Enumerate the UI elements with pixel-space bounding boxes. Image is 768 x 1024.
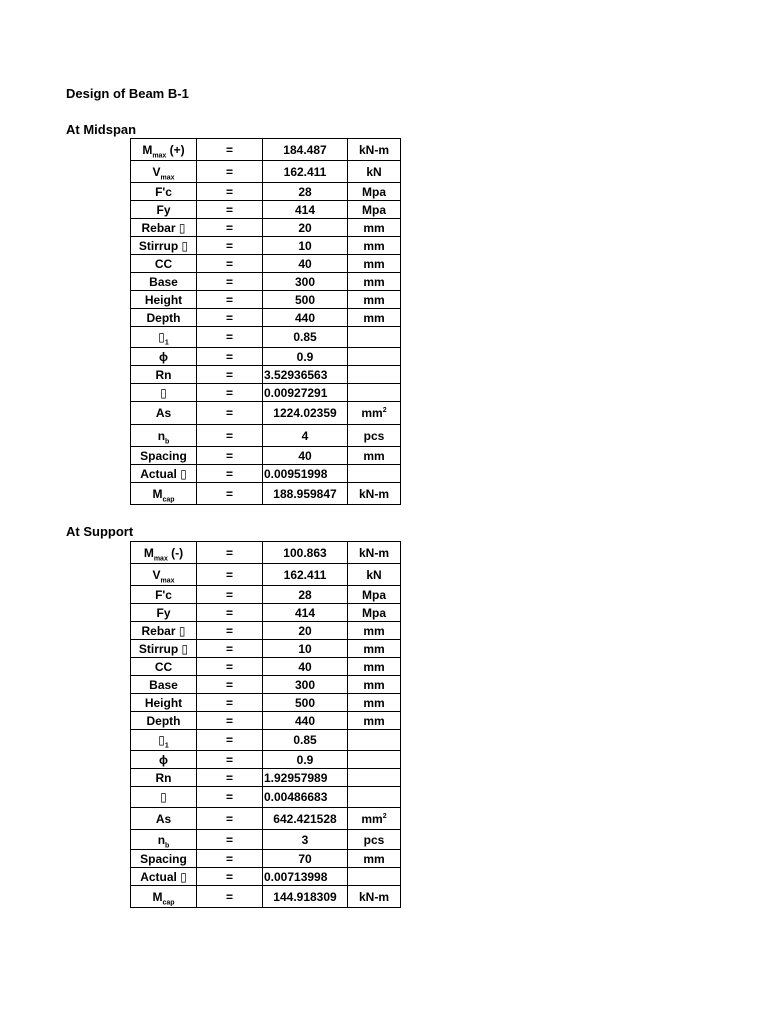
- row-label: [131, 712, 197, 730]
- row-value: 1224.02359: [263, 402, 348, 425]
- row-unit: [348, 201, 401, 219]
- row-value: 1.92957989: [263, 769, 348, 787]
- table-row: [131, 139, 401, 161]
- row-value: 0.85: [263, 327, 348, 348]
- label-text: ▯: [160, 385, 167, 400]
- table-row: [131, 291, 401, 309]
- table-row: [131, 808, 401, 830]
- row-unit: [348, 273, 401, 291]
- equals-sign: =: [197, 808, 263, 830]
- table-row: [131, 384, 401, 402]
- row-label: [131, 366, 197, 384]
- row-label: [131, 658, 197, 676]
- equals-sign: =: [197, 712, 263, 730]
- equals-sign: =: [197, 201, 263, 219]
- unit-text: mm: [363, 851, 385, 866]
- row-label: [131, 161, 197, 183]
- table-row: [131, 201, 401, 219]
- label-text: Rn: [155, 367, 172, 382]
- row-label: [131, 465, 197, 483]
- row-label: [131, 425, 197, 447]
- row-unit: [348, 808, 401, 830]
- row-label: [131, 483, 197, 505]
- label-text: M: [142, 142, 153, 157]
- unit-text: kN-m: [358, 889, 389, 904]
- row-value: 0.00951998: [263, 465, 348, 483]
- unit-text: mm: [363, 220, 385, 235]
- row-value: 10: [263, 640, 348, 658]
- row-value: 414: [263, 604, 348, 622]
- unit-text: mm: [363, 677, 385, 692]
- row-value: 70: [263, 850, 348, 868]
- label-text: M: [143, 545, 154, 560]
- row-label: [131, 586, 197, 604]
- equals-sign: =: [197, 676, 263, 694]
- row-unit: [348, 769, 401, 787]
- row-unit: [348, 712, 401, 730]
- table-row: [131, 255, 401, 273]
- row-unit: [348, 586, 401, 604]
- table-row: [131, 402, 401, 425]
- label-text: CC: [154, 256, 173, 271]
- row-label: [131, 676, 197, 694]
- table-row: [131, 830, 401, 850]
- unit-text: mm: [361, 406, 383, 420]
- equals-sign: =: [197, 291, 263, 309]
- row-value: 0.00927291: [263, 384, 348, 402]
- label-text: Stirrup ▯: [138, 238, 189, 253]
- support-table: [130, 541, 401, 908]
- row-unit: [348, 730, 401, 751]
- unit-text: Mpa: [362, 605, 386, 620]
- label-subscript: max: [160, 173, 175, 181]
- equals-sign: =: [197, 751, 263, 769]
- label-suffix: (+): [166, 142, 185, 157]
- row-unit: [348, 366, 401, 384]
- row-unit: [348, 465, 401, 483]
- table-row: [131, 183, 401, 201]
- page-title: Design of Beam B-1: [66, 86, 189, 101]
- row-label: [131, 830, 197, 850]
- table-row: [131, 542, 401, 564]
- row-unit: [348, 751, 401, 769]
- table-row: [131, 219, 401, 237]
- table-row: [131, 712, 401, 730]
- row-value: 20: [263, 219, 348, 237]
- row-value: 440: [263, 712, 348, 730]
- equals-sign: =: [197, 183, 263, 201]
- row-value: 40: [263, 447, 348, 465]
- label-text: Base: [149, 677, 178, 692]
- equals-sign: =: [197, 694, 263, 712]
- table-row: [131, 868, 401, 886]
- equals-sign: =: [197, 604, 263, 622]
- label-text: Rn: [155, 770, 172, 785]
- label-subscript: 1: [164, 339, 169, 347]
- unit-text: kN-m: [358, 486, 389, 501]
- row-value: 4: [263, 425, 348, 447]
- table-row: [131, 564, 401, 586]
- row-value: 500: [263, 291, 348, 309]
- row-unit: [348, 622, 401, 640]
- row-label: [131, 730, 197, 751]
- unit-text: mm: [363, 256, 385, 271]
- row-unit: [348, 640, 401, 658]
- equals-sign: =: [197, 586, 263, 604]
- row-label: [131, 309, 197, 327]
- label-text: ϕ: [159, 752, 168, 767]
- label-text: ▯: [158, 330, 165, 344]
- unit-text: mm: [363, 623, 385, 638]
- table-row: [131, 622, 401, 640]
- unit-text: Mpa: [362, 202, 386, 217]
- table-row: [131, 694, 401, 712]
- row-label: [131, 808, 197, 830]
- equals-sign: =: [197, 730, 263, 751]
- label-text: As: [155, 811, 172, 826]
- label-subscript: b: [165, 437, 170, 445]
- row-value: 162.411: [263, 161, 348, 183]
- equals-sign: =: [197, 348, 263, 366]
- row-value: 188.959847: [263, 483, 348, 505]
- row-unit: [348, 676, 401, 694]
- row-unit: [348, 564, 401, 586]
- row-label: [131, 201, 197, 219]
- unit-text: mm: [363, 448, 385, 463]
- table-row: [131, 348, 401, 366]
- row-value: 20: [263, 622, 348, 640]
- row-value: 0.85: [263, 730, 348, 751]
- label-text: V: [152, 164, 161, 179]
- unit-superscript: 2: [382, 407, 387, 414]
- row-value: 144.918309: [263, 886, 348, 908]
- row-unit: [348, 830, 401, 850]
- row-label: [131, 769, 197, 787]
- row-label: [131, 787, 197, 808]
- label-text: Spacing: [140, 851, 187, 866]
- label-text: Height: [144, 695, 183, 710]
- row-value: 0.00713998: [263, 868, 348, 886]
- label-text: Stirrup ▯: [138, 641, 189, 656]
- row-unit: [348, 868, 401, 886]
- equals-sign: =: [197, 366, 263, 384]
- row-label: [131, 402, 197, 425]
- label-text: V: [152, 567, 161, 582]
- row-label: [131, 219, 197, 237]
- unit-text: pcs: [363, 428, 385, 443]
- table-row: [131, 273, 401, 291]
- label-text: n: [157, 832, 166, 847]
- table-row: [131, 447, 401, 465]
- row-label: [131, 291, 197, 309]
- equals-sign: =: [197, 447, 263, 465]
- label-text: ϕ: [159, 349, 168, 364]
- row-label: [131, 564, 197, 586]
- label-subscript: 1: [164, 742, 169, 750]
- unit-text: kN: [366, 567, 382, 582]
- table-row: [131, 676, 401, 694]
- row-label: [131, 273, 197, 291]
- row-unit: [348, 161, 401, 183]
- unit-text: pcs: [363, 832, 385, 847]
- row-unit: [348, 886, 401, 908]
- label-subscript: cap: [162, 898, 175, 906]
- equals-sign: =: [197, 402, 263, 425]
- row-label: [131, 886, 197, 908]
- table-row: [131, 465, 401, 483]
- row-value: 300: [263, 676, 348, 694]
- table-row: [131, 769, 401, 787]
- label-text: Depth: [146, 713, 181, 728]
- row-label: [131, 348, 197, 366]
- row-unit: [348, 658, 401, 676]
- label-text: Fy: [156, 605, 171, 620]
- row-unit: [348, 291, 401, 309]
- equals-sign: =: [197, 850, 263, 868]
- row-label: [131, 237, 197, 255]
- table-row: [131, 730, 401, 751]
- equals-sign: =: [197, 564, 263, 586]
- equals-sign: =: [197, 384, 263, 402]
- row-label: [131, 604, 197, 622]
- unit-text: mm: [363, 695, 385, 710]
- label-text: ▯: [158, 733, 165, 747]
- table-row: [131, 366, 401, 384]
- label-text: CC: [154, 659, 173, 674]
- row-unit: [348, 255, 401, 273]
- midspan-heading: At Midspan: [66, 122, 137, 137]
- unit-text: mm: [363, 310, 385, 325]
- row-value: 100.863: [263, 542, 348, 564]
- row-value: 300: [263, 273, 348, 291]
- equals-sign: =: [197, 787, 263, 808]
- table-row: [131, 658, 401, 676]
- label-text: M: [152, 486, 163, 501]
- unit-text: Mpa: [362, 184, 386, 199]
- equals-sign: =: [197, 868, 263, 886]
- row-unit: [348, 327, 401, 348]
- row-unit: [348, 787, 401, 808]
- table-row: [131, 237, 401, 255]
- label-text: Rebar ▯: [141, 623, 186, 638]
- row-unit: [348, 309, 401, 327]
- equals-sign: =: [197, 327, 263, 348]
- label-text: Base: [149, 274, 178, 289]
- label-text: F'c: [155, 184, 172, 199]
- row-unit: [348, 850, 401, 868]
- row-unit: [348, 542, 401, 564]
- label-text: Rebar ▯: [141, 220, 186, 235]
- unit-text: mm: [363, 292, 385, 307]
- unit-text: mm: [361, 811, 383, 826]
- label-subscript: max: [160, 576, 175, 584]
- label-text: As: [155, 406, 172, 420]
- label-text: Actual ▯: [140, 869, 187, 884]
- row-label: [131, 447, 197, 465]
- row-unit: [348, 384, 401, 402]
- table-row: [131, 309, 401, 327]
- table-row: [131, 327, 401, 348]
- equals-sign: =: [197, 640, 263, 658]
- equals-sign: =: [197, 273, 263, 291]
- equals-sign: =: [197, 465, 263, 483]
- equals-sign: =: [197, 830, 263, 850]
- unit-text: mm: [363, 274, 385, 289]
- row-value: 28: [263, 183, 348, 201]
- row-label: [131, 255, 197, 273]
- row-value: 642.421528: [263, 808, 348, 830]
- table-row: [131, 850, 401, 868]
- row-value: 184.487: [263, 139, 348, 161]
- row-label: [131, 868, 197, 886]
- row-value: 3: [263, 830, 348, 850]
- label-text: n: [157, 428, 166, 443]
- table-row: [131, 586, 401, 604]
- row-label: [131, 327, 197, 348]
- row-value: 500: [263, 694, 348, 712]
- row-unit: [348, 402, 401, 425]
- unit-text: mm: [363, 659, 385, 674]
- row-unit: [348, 348, 401, 366]
- row-unit: [348, 694, 401, 712]
- row-unit: [348, 604, 401, 622]
- table-row: [131, 787, 401, 808]
- table-row: [131, 161, 401, 183]
- equals-sign: =: [197, 139, 263, 161]
- row-value: 414: [263, 201, 348, 219]
- label-suffix: (-): [167, 545, 184, 560]
- label-text: ▯: [160, 790, 167, 804]
- support-heading: At Support: [66, 524, 134, 539]
- equals-sign: =: [197, 425, 263, 447]
- label-subscript: max: [152, 151, 167, 159]
- label-text: Depth: [146, 310, 181, 325]
- equals-sign: =: [197, 237, 263, 255]
- equals-sign: =: [197, 769, 263, 787]
- row-label: [131, 139, 197, 161]
- unit-superscript: 2: [382, 812, 387, 820]
- equals-sign: =: [197, 309, 263, 327]
- row-unit: [348, 483, 401, 505]
- label-text: Actual ▯: [140, 466, 187, 481]
- label-text: F'c: [155, 587, 172, 602]
- midspan-table: [130, 138, 401, 505]
- equals-sign: =: [197, 255, 263, 273]
- unit-text: kN-m: [358, 545, 389, 560]
- label-text: Fy: [156, 202, 171, 217]
- row-label: [131, 183, 197, 201]
- row-value: 162.411: [263, 564, 348, 586]
- label-subscript: max: [153, 554, 168, 562]
- equals-sign: =: [197, 622, 263, 640]
- row-unit: [348, 425, 401, 447]
- row-label: [131, 542, 197, 564]
- table-row: [131, 425, 401, 447]
- equals-sign: =: [197, 219, 263, 237]
- row-unit: [348, 139, 401, 161]
- row-value: 28: [263, 586, 348, 604]
- row-label: [131, 384, 197, 402]
- table-row: [131, 483, 401, 505]
- table-row: [131, 751, 401, 769]
- equals-sign: =: [197, 161, 263, 183]
- unit-text: mm: [363, 641, 385, 656]
- row-unit: [348, 237, 401, 255]
- row-value: 3.52936563: [263, 366, 348, 384]
- equals-sign: =: [197, 542, 263, 564]
- unit-text: mm: [363, 713, 385, 728]
- row-value: 40: [263, 255, 348, 273]
- row-label: [131, 850, 197, 868]
- row-value: 440: [263, 309, 348, 327]
- unit-text: kN-m: [358, 142, 389, 157]
- table-row: [131, 886, 401, 908]
- unit-text: Mpa: [362, 587, 386, 602]
- row-label: [131, 751, 197, 769]
- row-value: 0.9: [263, 751, 348, 769]
- row-value: 40: [263, 658, 348, 676]
- equals-sign: =: [197, 483, 263, 505]
- row-label: [131, 640, 197, 658]
- table-row: [131, 640, 401, 658]
- row-unit: [348, 219, 401, 237]
- row-label: [131, 694, 197, 712]
- label-subscript: cap: [162, 495, 175, 503]
- unit-text: mm: [363, 238, 385, 253]
- equals-sign: =: [197, 886, 263, 908]
- label-text: M: [152, 889, 163, 904]
- row-unit: [348, 183, 401, 201]
- label-subscript: b: [165, 841, 170, 849]
- row-label: [131, 622, 197, 640]
- row-value: 0.9: [263, 348, 348, 366]
- row-value: 10: [263, 237, 348, 255]
- unit-text: kN: [366, 164, 382, 179]
- label-text: Spacing: [140, 448, 187, 463]
- equals-sign: =: [197, 658, 263, 676]
- row-unit: [348, 447, 401, 465]
- label-text: Height: [144, 292, 183, 307]
- row-value: 0.00486683: [263, 787, 348, 808]
- table-row: [131, 604, 401, 622]
